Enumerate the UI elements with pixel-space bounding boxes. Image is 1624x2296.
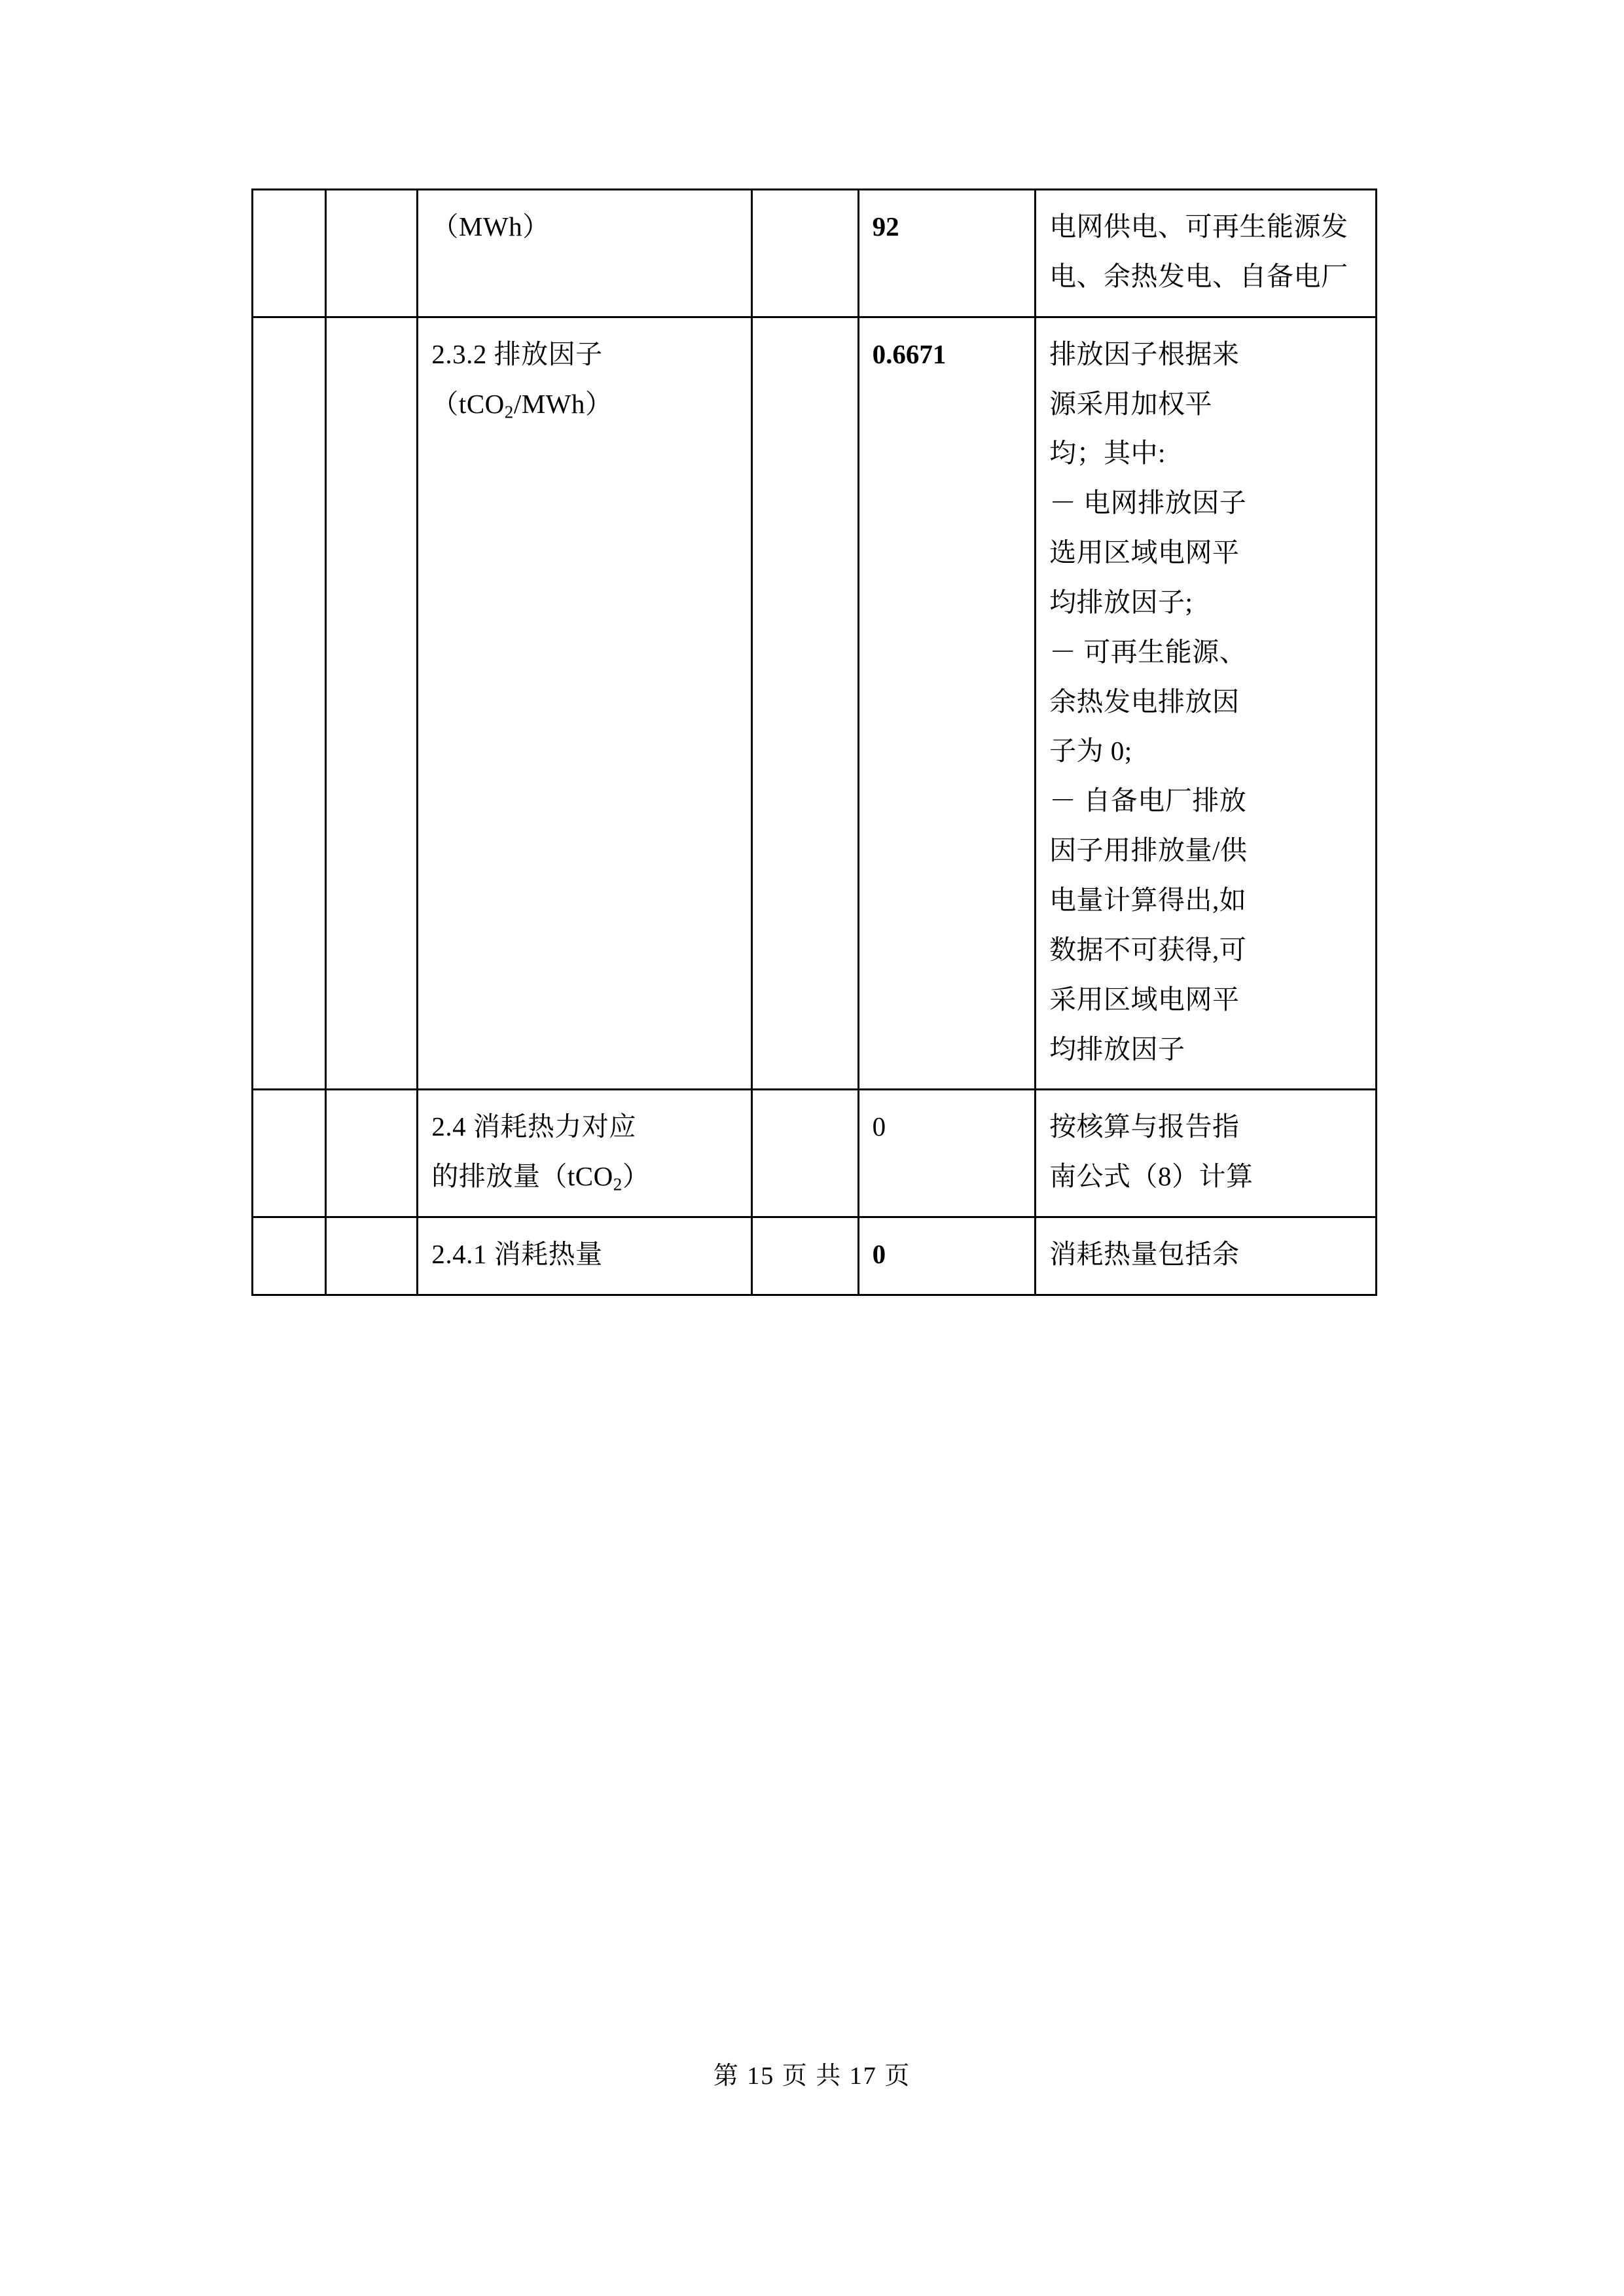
desc-line: 因子用排放量/供 — [1049, 835, 1248, 866]
row2-item-line2-pre: （tCO — [431, 388, 505, 419]
desc-line: － 可再生能源、 — [1049, 636, 1247, 667]
row3-item — [418, 1090, 752, 1217]
row2-col-b — [326, 317, 418, 1090]
row1-item: （MWh） — [418, 190, 752, 317]
row3-item-line2-post: ） — [622, 1161, 650, 1192]
desc-line: 余热发电排放因 — [1049, 686, 1240, 717]
row1-col-b — [326, 190, 418, 317]
row2-value: 0.6671 — [858, 317, 1035, 1090]
row3-col-b — [326, 1090, 418, 1217]
desc-line: 按核算与报告指 — [1049, 1111, 1240, 1142]
desc-line: 电量计算得出,如 — [1049, 884, 1247, 915]
desc-line: 选用区域电网平 — [1049, 537, 1240, 568]
row3-description — [1036, 1090, 1377, 1217]
desc-line: － 电网排放因子 — [1049, 488, 1247, 518]
row2-col-a — [253, 317, 326, 1090]
table-row — [253, 317, 1377, 1090]
row3-col-a — [253, 1090, 326, 1217]
desc-line: 排放因子根据来 — [1049, 338, 1240, 369]
row2-description — [1036, 317, 1377, 1090]
row4-item: 2.4.1 消耗热量 — [418, 1217, 752, 1295]
row2-item-line2-post: /MWh） — [513, 388, 613, 419]
row3-value: 0 — [858, 1090, 1035, 1217]
row1-description: 电网供电、可再生能源发电、余热发电、自备电厂 — [1036, 190, 1377, 317]
table-row — [253, 1090, 1377, 1217]
table-row — [253, 190, 1377, 317]
row4-value: 0 — [858, 1217, 1035, 1295]
row3-item-line1: 2.4 消耗热力对应 — [431, 1111, 636, 1142]
row4-col-d — [752, 1217, 858, 1295]
row2-col-d — [752, 317, 858, 1090]
row3-col-d — [752, 1090, 858, 1217]
row2-item-line2 — [431, 380, 738, 429]
row2-item-line1: 2.3.2 排放因子 — [431, 338, 603, 369]
row1-col-a — [253, 190, 326, 317]
row1-value: 92 — [858, 190, 1035, 317]
row4-col-b — [326, 1217, 418, 1295]
row2-item — [418, 317, 752, 1090]
page-footer: 第 15 页 共 17 页 — [713, 2062, 911, 2090]
row3-item-line2-pre: 的排放量（tCO — [431, 1161, 613, 1192]
desc-line: 南公式（8）计算 — [1049, 1161, 1254, 1192]
desc-line: 源采用加权平 — [1049, 388, 1213, 419]
desc-line: 子为 0; — [1049, 736, 1132, 766]
table-row — [253, 1217, 1377, 1295]
desc-line: 均；其中: — [1049, 438, 1166, 469]
row3-item-line2 — [431, 1152, 738, 1202]
desc-line: 采用区域电网平 — [1049, 984, 1240, 1014]
row1-col-d — [752, 190, 858, 317]
row2-item-line2-sub: 2 — [504, 402, 514, 422]
desc-line: 均排放因子; — [1049, 586, 1193, 617]
row4-col-a — [253, 1217, 326, 1295]
row3-item-line2-sub: 2 — [613, 1174, 623, 1194]
row4-description: 消耗热量包括余 — [1036, 1217, 1377, 1295]
desc-line: 数据不可获得,可 — [1049, 934, 1247, 965]
desc-line: 均排放因子 — [1049, 1033, 1185, 1064]
emissions-parameter-table — [251, 188, 1377, 1296]
desc-line: － 自备电厂排放 — [1049, 785, 1247, 816]
